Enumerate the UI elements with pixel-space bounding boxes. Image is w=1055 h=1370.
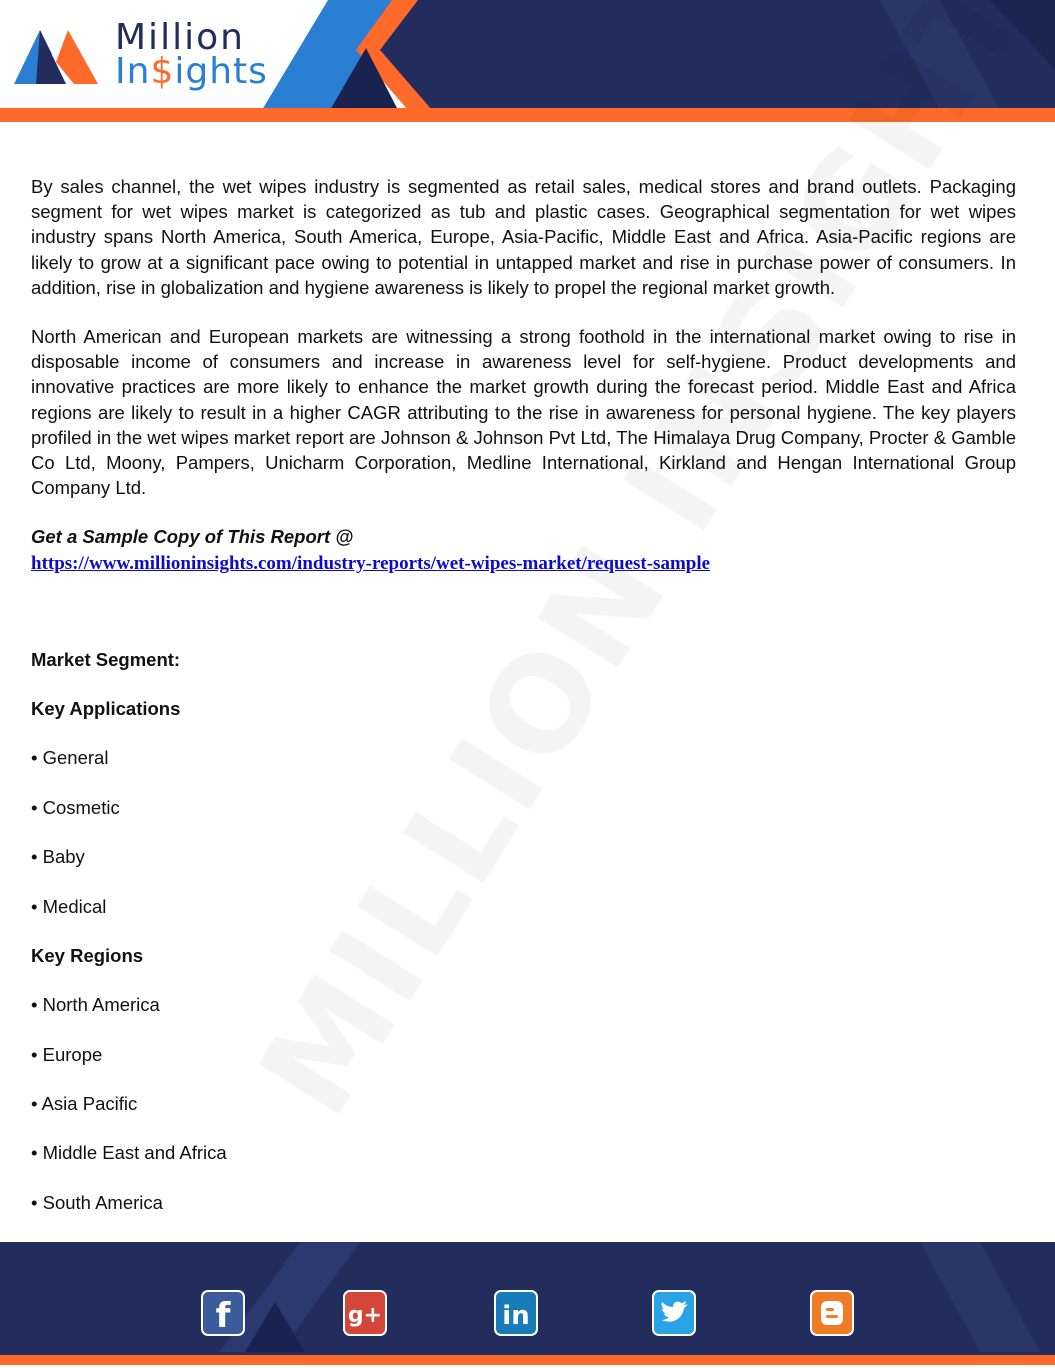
linkedin-icon[interactable] [494,1290,538,1336]
region-item: • South America [31,1192,163,1213]
blogger-icon[interactable] [810,1290,854,1336]
logo-insights-text: In$ights [115,51,268,92]
facebook-icon[interactable] [201,1290,245,1336]
svg-text:g+: g+ [347,1303,383,1328]
sample-request-link[interactable]: https://www.millioninsights.com/industry-reports/wet-wipes-market/request-sample [31,552,711,574]
key-regions-title: Key Regions [31,945,144,966]
region-item: • Europe [31,1044,103,1065]
market-segment-title: Market Segment: [31,649,181,670]
report-content [31,174,1016,576]
application-item: • Medical [31,896,107,917]
logo-dollar-glyph: $ [150,51,175,92]
region-item: • Middle East and Africa [31,1142,227,1163]
application-item: • General [31,747,109,768]
paragraph-sales-channel: By sales channel, the wet wipes industry is segmented as retail sales, medical stores and brand outlets. Packaging segment for wet wipes market is categorized as tub and plastic cases. Geographical segmentation for wet wipes industry spans North America, South America, Europe, Asia-Pacific, Middle East and Africa. Asia-Pacific regions are likely to grow at a significant pace owing to potential in untapped market and rise in purchase power of consumers. In addition, rise in globalization and hygiene awareness is likely to propel the regional market growth. [31,176,1016,298]
application-item: • Cosmetic [31,797,120,818]
google-plus-icon[interactable] [343,1290,387,1336]
logo-million-text: Million [115,17,245,58]
paragraph-regional-markets: North American and European markets are witnessing a strong foothold in the international market owing to rise in disposable income of consumers and increase in awareness level for self-hygiene. Product developments and innovative practices are more likely to enhance the market growth during the forecast period. Middle East and Africa regions are likely to result in a higher CAGR attributing to the rise in awareness for personal hygiene. The key players profiled in the wet wipes market report are Johnson & Johnson Pvt Ltd, The Himalaya Drug Company, Procter & Gamble Co Ltd, Moony, Pampers, Unicharm Corporation, Medline International, Kirkland and Hengan International Group Company Ltd. [31,326,1016,499]
svg-text:in: in [502,1301,530,1331]
region-item: • North America [31,994,160,1015]
sample-copy-label: Get a Sample Copy of This Report @ [31,526,354,548]
key-applications-title: Key Applications [31,698,181,719]
logo-wordmark [115,17,268,92]
twitter-icon[interactable] [652,1290,696,1336]
application-item: • Baby [31,846,85,867]
svg-text:f: f [215,1296,231,1336]
logo-mark-icon [10,22,102,88]
region-item: • Asia Pacific [31,1093,138,1114]
